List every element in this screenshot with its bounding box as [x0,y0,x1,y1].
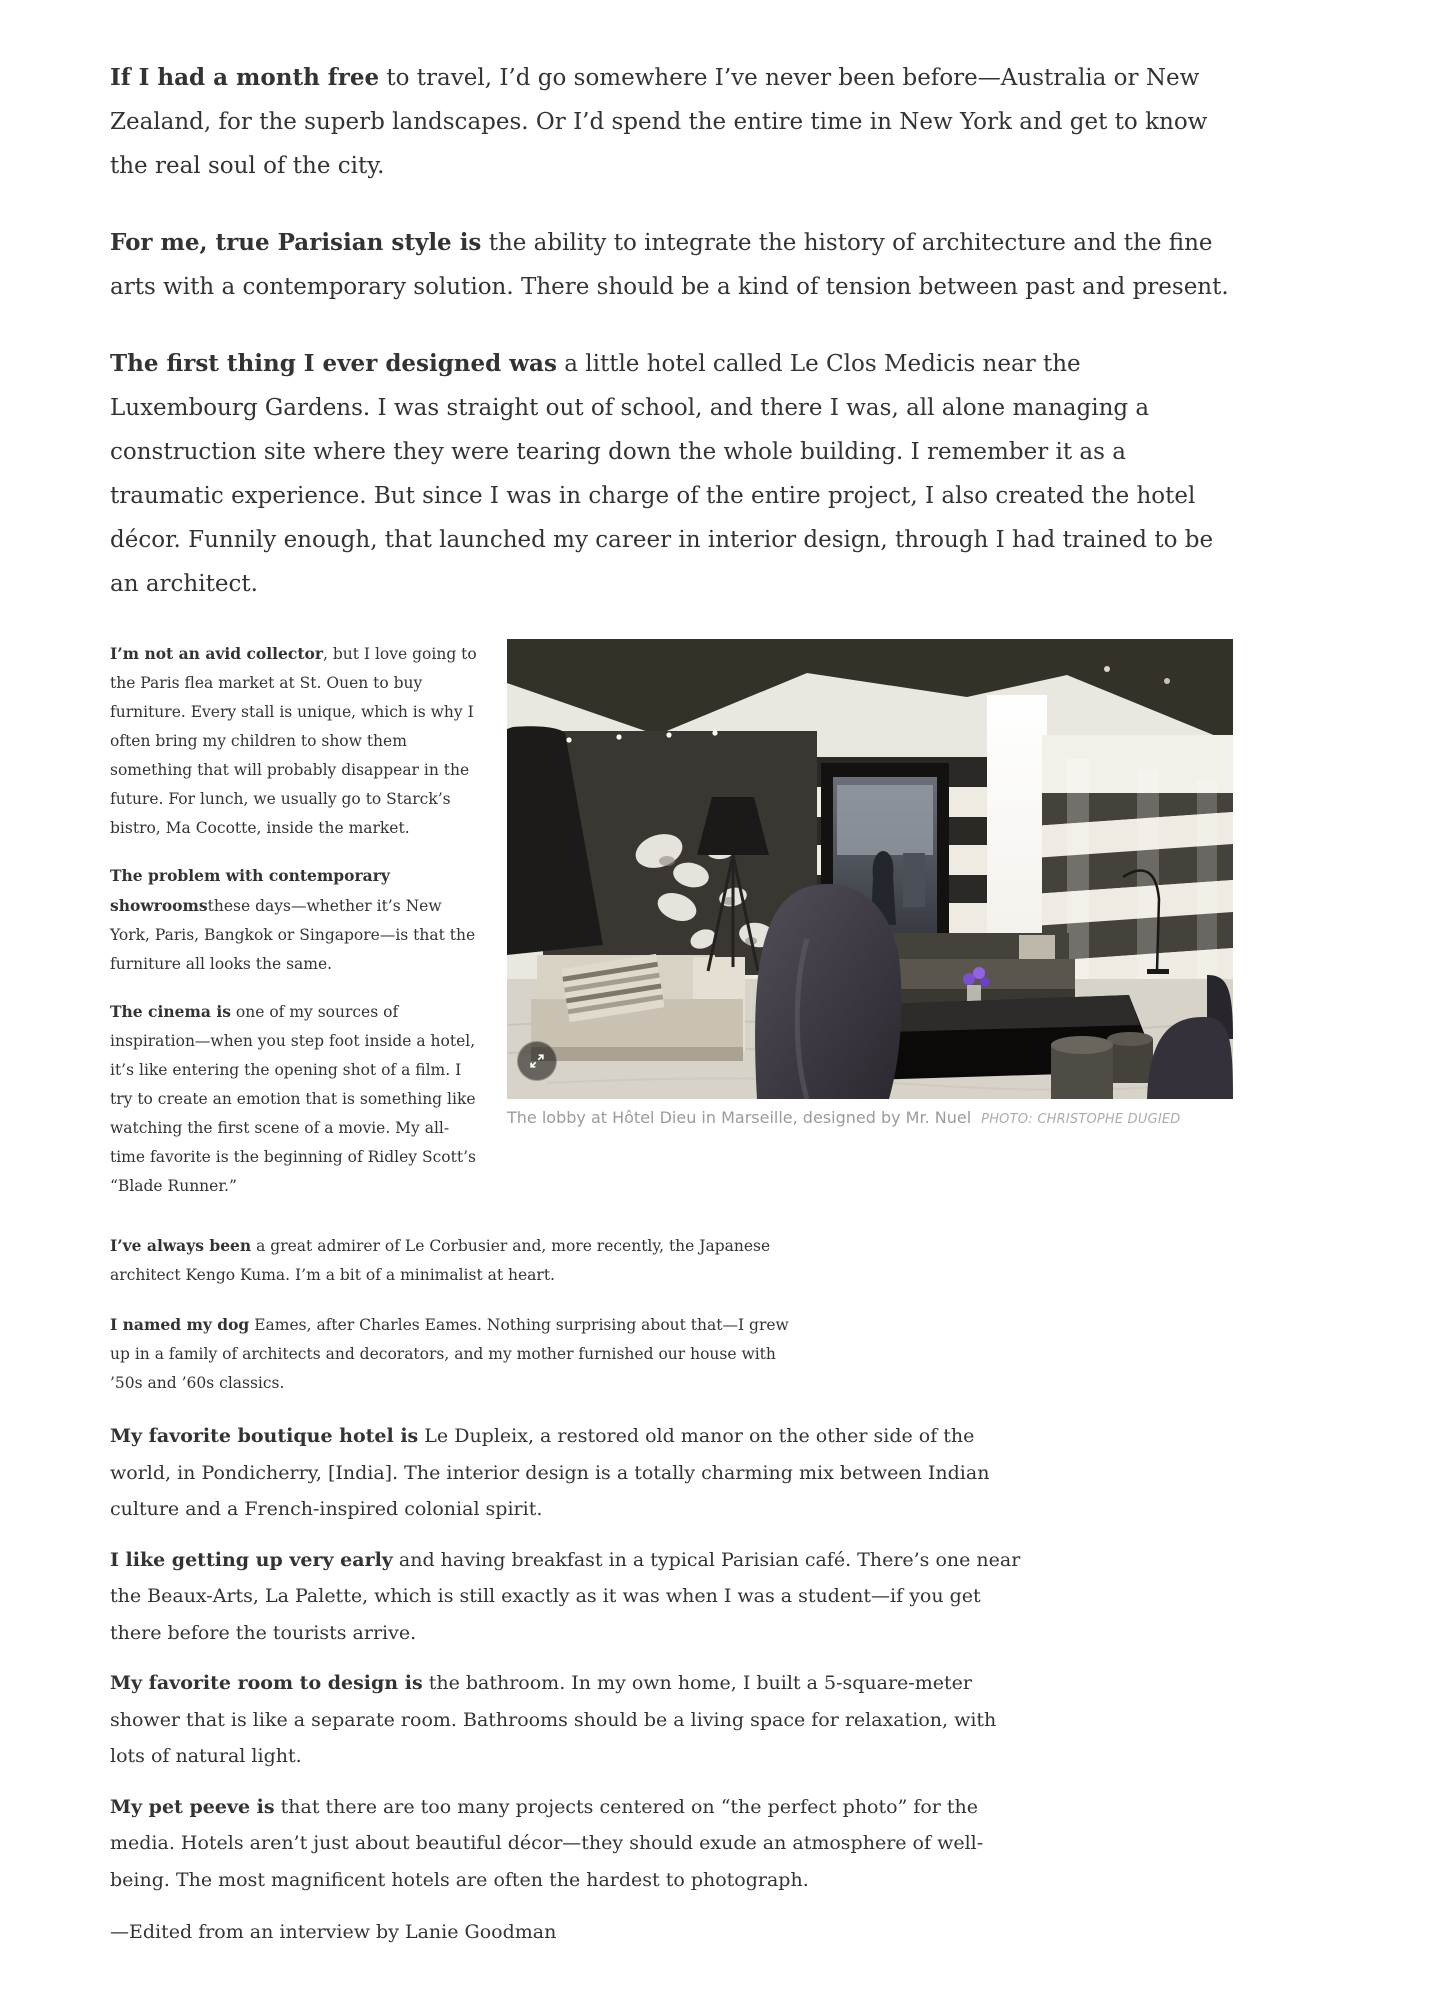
paragraph-lead: For me, true Parisian style is [110,229,482,256]
figure-and-sidebar-section [110,639,1235,1219]
sidebar-text-column [110,639,482,1219]
paragraph-lead: The first thing I ever designed was [110,350,557,377]
paragraph-text: one of my sources of inspiration—when you step foot inside a hotel, it’s like entering the opening shot of a film. I try to create an emotion that is something like watching the first scene of a movie. My all-time favorite is the beginning of Ridley Scott’s “Blade Runner.” [110,1003,476,1195]
paragraph-text: a great admirer of Le Corbusier and, more recently, the Japanese architect Kengo Kuma. I’m a bit of a minimalist at heart. [110,1237,771,1284]
paragraph [110,221,1235,309]
paragraph-lead: The cinema is [110,1002,231,1021]
article-image[interactable] [507,639,1233,1099]
paragraph-lead: My favorite room to design is [110,1672,423,1694]
lower-text-section [110,1231,1235,1950]
paragraph [110,1310,810,1398]
paragraph-lead: My pet peeve is [110,1795,275,1818]
paragraph [110,1665,1025,1775]
article-figure [507,639,1233,1131]
paragraph-text: , but I love going to the Paris flea market at St. Ouen to buy furniture. Every stall is unique, which is why I often bring my children to show them something that will probably disappear in the future. For lunch, we usually go to Starck’s bistro, Ma Cocotte, inside the market. [110,645,477,837]
paragraph [110,861,482,979]
paragraph-text: a little hotel called Le Clos Medicis near the Luxembourg Gardens. I was straight out of school, and there I was, all alone managing a construction site where they were tearing down the whole building. I remember it as a traumatic experience. But since I was in charge of the entire project, I also created the hotel décor. Funnily enough, that launched my career in interior design, through I had trained to be an architect. [110,351,1214,597]
lobby-photo-illustration [507,639,1233,1099]
paragraph-text: these days—whether it’s New York, Paris, Bangkok or Singapore—is that the furniture all looks the same. [110,897,476,973]
paragraph-lead: The problem with contemporary showrooms [110,866,390,915]
paragraph [110,342,1235,606]
paragraph-lead: If I had a month free [110,64,380,91]
paragraph-lead: My favorite boutique hotel is [110,1425,419,1447]
photo-credit: PHOTO: CHRISTOPHE DUGIED [981,1112,1181,1127]
paragraph-text: to travel, I’d go somewhere I’ve never been before—Australia or New Zealand, for the superb landscapes. Or I’d spend the entire time in New York and get to know the real soul of the city. [110,65,1208,179]
paragraph [110,1789,1025,1899]
figure-caption [507,1107,1233,1131]
editor-byline: —Edited from an interview by Lanie Goodman [110,1921,557,1943]
paragraph-lead: I’ve always been [110,1236,252,1255]
paragraph-text: Eames, after Charles Eames. Nothing surprising about that—I grew up in a family of architects and decorators, and my mother furnished our house with ’50s and ’60s classics. [110,1316,789,1392]
paragraph [110,1542,1025,1652]
paragraph [110,639,482,843]
paragraph-text: that there are too many projects centered on “the perfect photo” for the media. Hotels aren’t just about beautiful décor—they should exude an atmosphere of well-being. The most magnificent hotels are often the hardest to photograph. [110,1795,984,1891]
expand-image-button[interactable] [517,1041,557,1081]
paragraph-lead: I named my dog [110,1315,250,1334]
paragraph [110,1231,810,1290]
paragraph [110,1418,1025,1528]
paragraph [110,997,482,1201]
caption-text: The lobby at Hôtel Dieu in Marseille, designed by Mr. Nuel [507,1108,972,1127]
paragraph-text: and having breakfast in a typical Parisian café. There’s one near the Beaux-Arts, La Palette, which is still exactly as it was when I was a student—if you get there before the tourists arrive. [110,1548,1021,1644]
paragraph-text: Le Dupleix, a restored old manor on the other side of the world, in Pondicherry, [India]. The interior design is a totally charming mix between Indian culture and a French-inspired colonial spirit. [110,1425,990,1520]
paragraph-text: the bathroom. In my own home, I built a 5-square-meter shower that is like a separate room. Bathrooms should be a living space for relaxation, with lots of natural light. [110,1672,997,1767]
paragraph-lead: I like getting up very early [110,1548,393,1571]
paragraph [110,56,1235,188]
paragraph-text: the ability to integrate the history of architecture and the fine arts with a contemporary solution. There should be a kind of tension between past and present. [110,230,1229,300]
expand-arrows-icon [527,1051,547,1071]
paragraph-lead: I’m not an avid collector [110,644,324,663]
